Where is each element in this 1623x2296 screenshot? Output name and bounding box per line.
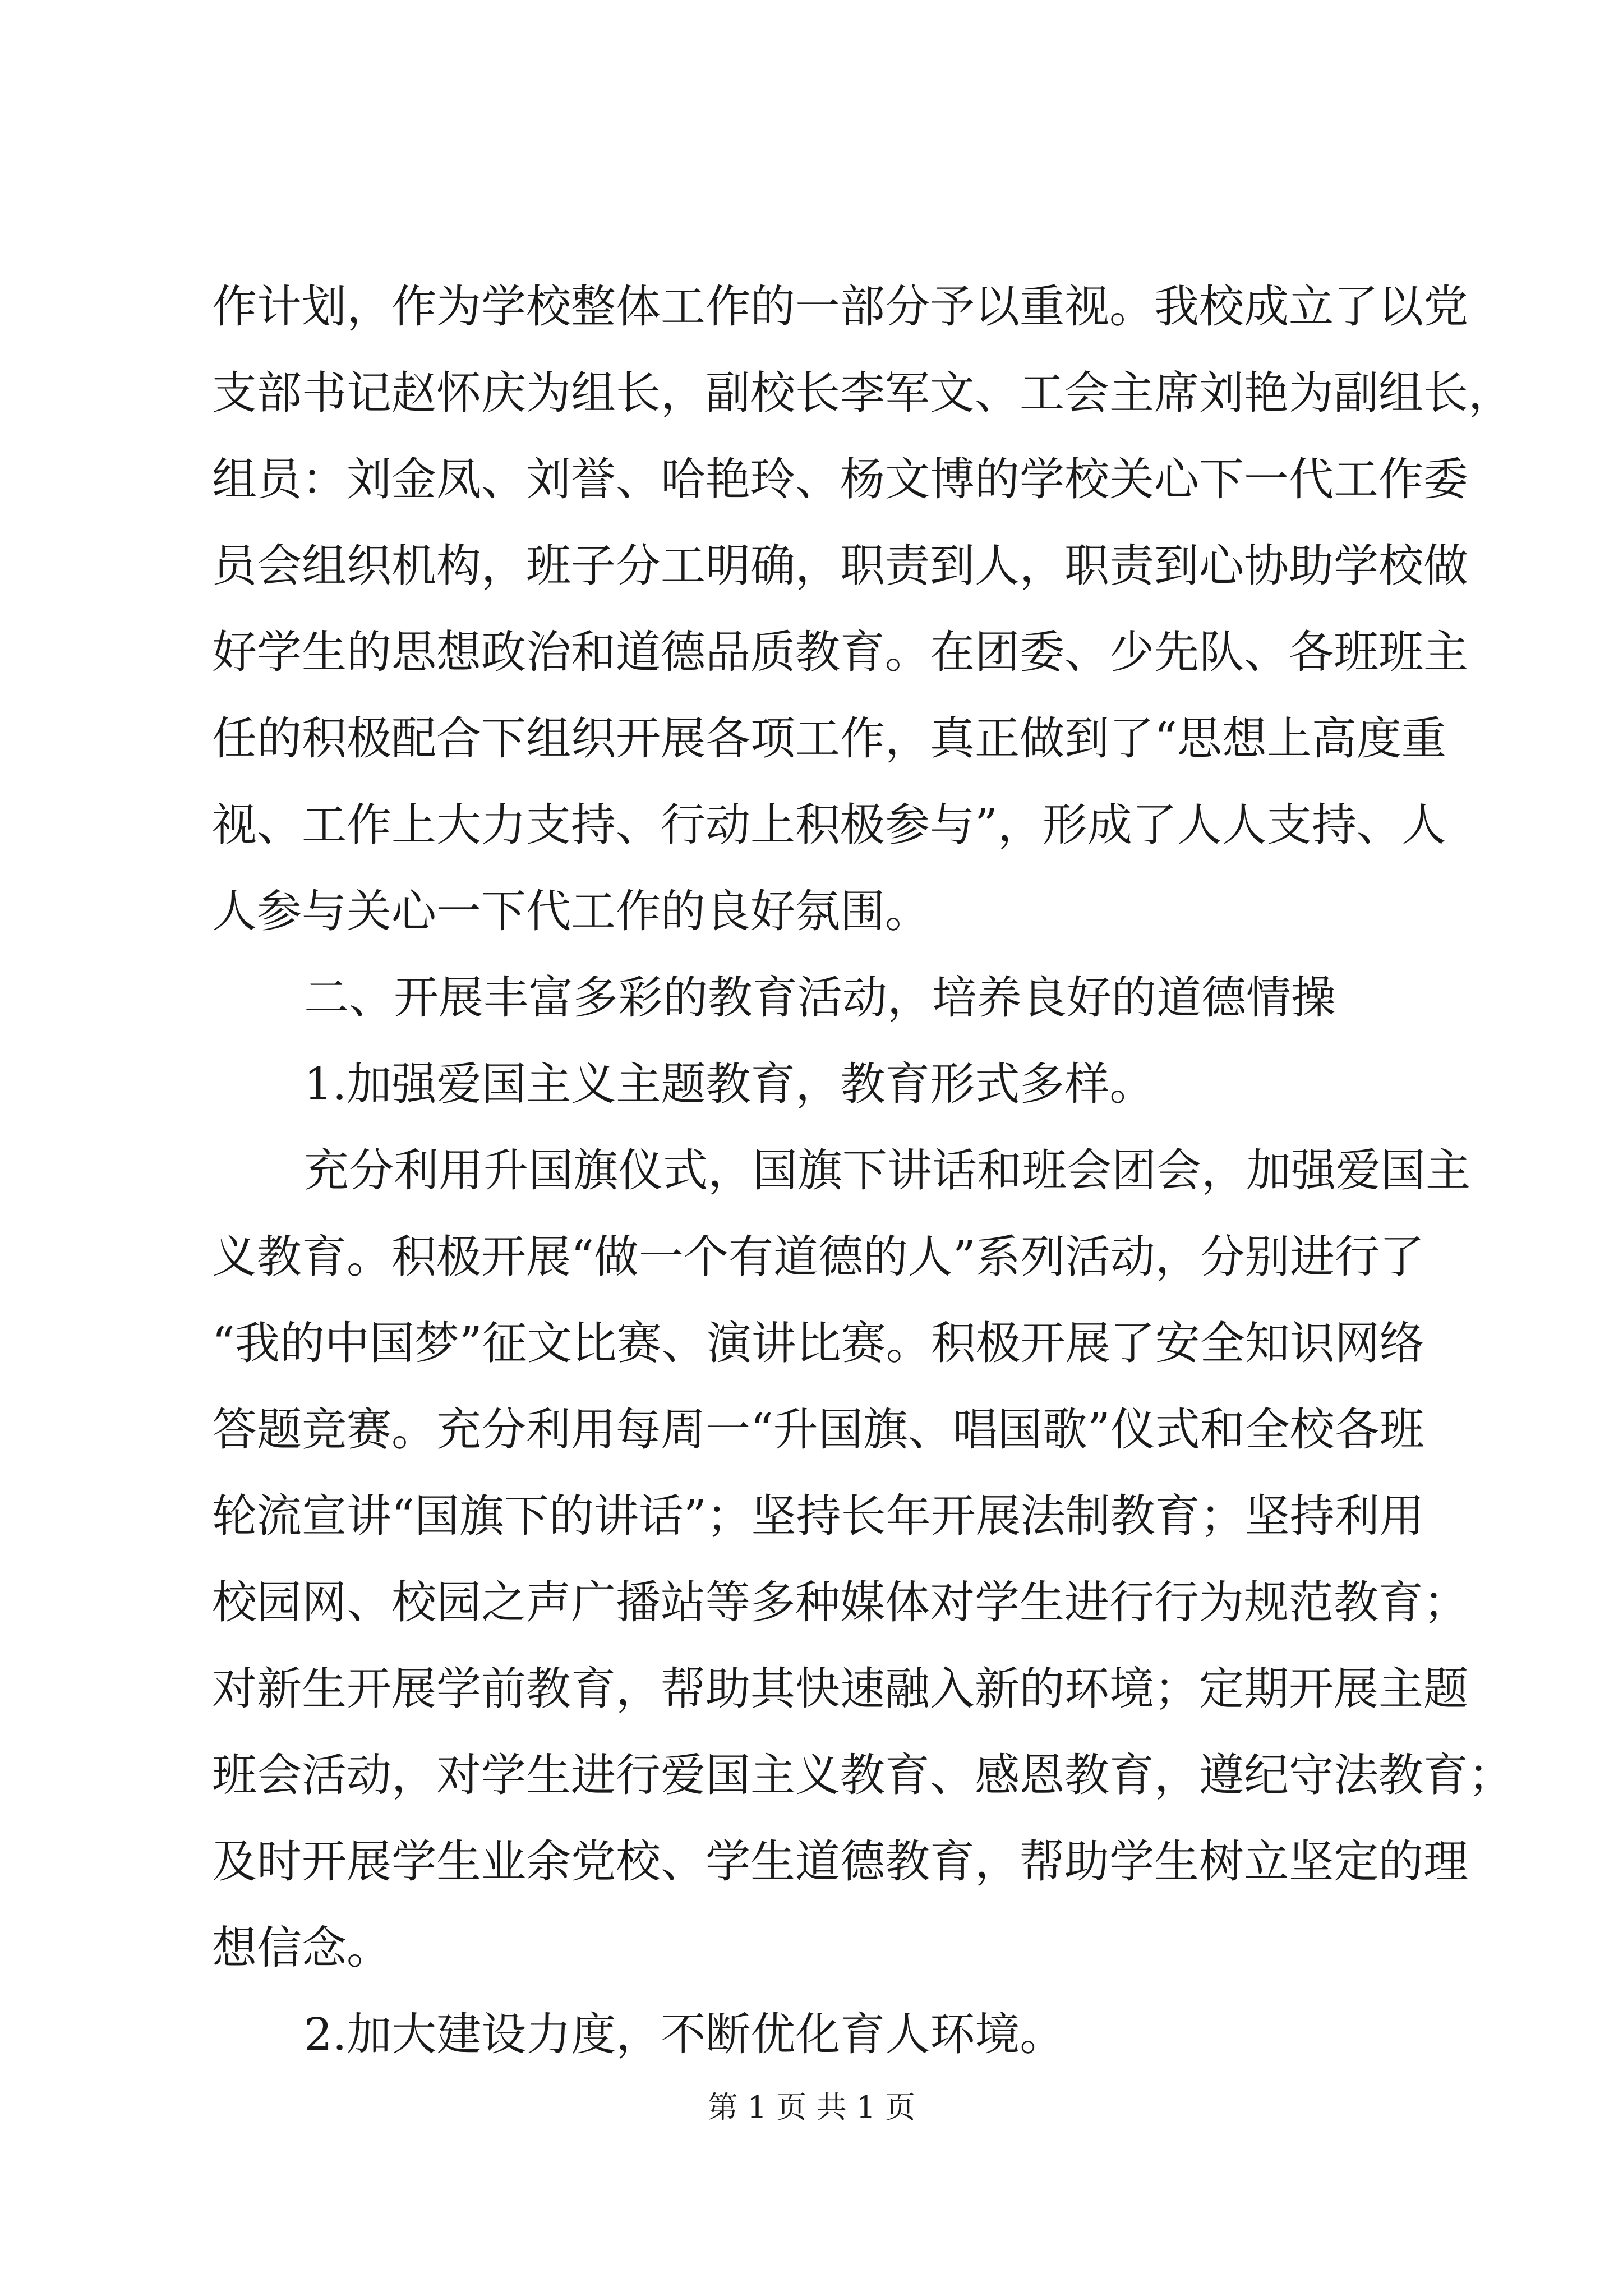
- document-body: [212, 264, 1513, 2078]
- body-line: 人参与关心一下代工作的良好氛围。: [212, 885, 930, 937]
- body-line: 作计划，作为学校整体工作的一部分予以重视。我校成立了以党: [212, 280, 1468, 333]
- body-line: “我的中国梦”征文比赛、演讲比赛。积极开展了安全知识网络: [212, 1317, 1424, 1369]
- body-line: 想信念。: [212, 1922, 391, 1974]
- body-line: 充分利用升国旗仪式，国旗下讲话和班会团会，加强爱国主: [304, 1144, 1470, 1197]
- subsection-heading: 2.加大建设力度，不断优化育人环境。: [304, 2008, 1065, 2060]
- body-line: 班会活动，对学生进行爱国主义教育、感恩教育，遵纪守法教育；: [212, 1749, 1513, 1801]
- body-line: 员会组织机构，班子分工明确，职责到人，职责到心协助学校做: [212, 540, 1468, 592]
- body-line: 义教育。积极开展“做一个有道德的人”系列活动，分别进行了: [212, 1231, 1424, 1283]
- subsection-heading: 1.加强爱国主义主题教育，教育形式多样。: [304, 1058, 1155, 1110]
- section-heading: 二、开展丰富多彩的教育活动，培养良好的道德情操: [304, 972, 1336, 1024]
- page-number-footer: 第 1 页 共 1 页: [707, 2090, 916, 2125]
- body-line: 对新生开展学前教育，帮助其快速融入新的环境；定期开展主题: [212, 1663, 1468, 1715]
- body-line: 好学生的思想政治和道德品质教育。在团委、少先队、各班班主: [212, 626, 1468, 678]
- body-line: 组员：刘金凤、刘誉、哈艳玲、杨文博的学校关心下一代工作委: [212, 453, 1468, 505]
- body-line: 校园网、校园之声广播站等多种媒体对学生进行行为规范教育；: [212, 1576, 1468, 1628]
- body-line: 答题竞赛。充分利用每周一“升国旗、唱国歌”仪式和全校各班: [212, 1404, 1424, 1456]
- body-line: 支部书记赵怀庆为组长，副校长李军文、工会主席刘艳为副组长，: [212, 367, 1513, 419]
- body-line: 任的积极配合下组织开展各项工作，真正做到了“思想上高度重: [212, 712, 1446, 765]
- body-line: 视、工作上大力支持、行动上积极参与”，形成了人人支持、人: [212, 799, 1446, 851]
- body-line: 轮流宣讲“国旗下的讲话”；坚持长年开展法制教育；坚持利用: [212, 1490, 1424, 1542]
- body-line: 及时开展学生业余党校、学生道德教育，帮助学生树立坚定的理: [212, 1835, 1468, 1888]
